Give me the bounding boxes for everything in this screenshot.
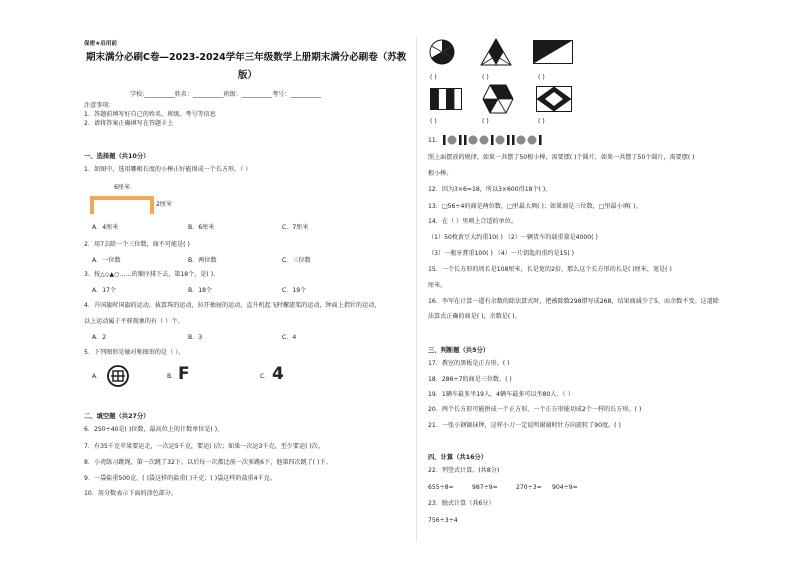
question-21: 21．一张小钢锯抹钟，这样小刀一定说明谢谢时针方向旋转了90度。( ) xyxy=(428,422,621,429)
section-calc-heading: 四、计算（共16分） xyxy=(428,454,488,461)
q5-option-c: C． xyxy=(260,373,271,380)
q4-option-c: C．4 xyxy=(282,334,297,341)
student-info-line: 学校:__________姓名：__________班级：__________考号：__________ xyxy=(130,91,321,98)
secret-label: 保密★启用前 xyxy=(84,41,117,47)
bar-fraction-figure xyxy=(430,88,462,110)
question-6: 6．250÷40是( )位数，最高位上的计数单位是( )。 xyxy=(84,426,224,433)
calc-item-3: 270÷3= xyxy=(516,484,542,491)
section-judge-heading: 三、判断题（共5分） xyxy=(428,347,490,354)
q1-option-c: C．7厘米 xyxy=(282,224,309,231)
q1-figure-right-label: 2厘米 xyxy=(156,201,173,208)
stick-disc-pattern xyxy=(442,134,554,146)
calc-item-4: 904÷9= xyxy=(552,484,578,491)
question-11-line-2: 根小棒。 xyxy=(428,170,453,177)
q4-option-b: B．3 xyxy=(188,334,203,341)
q3-option-a: A．17个 xyxy=(92,287,117,294)
rectangle-fraction-figure xyxy=(533,40,573,64)
q2-option-b: B．两位数 xyxy=(188,257,217,264)
note-item-1: 1．答题前填写好自己的姓名、班级、考号等信息 xyxy=(84,111,216,118)
question-11-line-1: 照上面摆放的规律，如果一共摆了50根小棒，需要摆( )个圆片，如果一共摆了50个圆片，需要摆( ) xyxy=(428,154,695,161)
q3-option-c: C．19个 xyxy=(282,287,307,294)
q1-stick-right xyxy=(150,196,154,214)
section-fill-heading: 二、填空题（共27分） xyxy=(84,413,150,420)
q2-option-a: A．一位数 xyxy=(92,257,121,264)
question-13: 13．□56÷4的商是两位数，□里最大填( )；如果商是三位数，□里最小填( )。 xyxy=(428,203,642,210)
question-17: 17．教室的黑板是正方形。( ) xyxy=(428,360,510,367)
page-title-cont: 版） xyxy=(238,70,258,81)
question-16-line-1: 16．李军在计算一道有余数的除法算式时，把被除数298错写成268，结果商减少了5，而余数不变。这道除 xyxy=(428,298,719,305)
question-11: 11． xyxy=(428,137,442,144)
coin-symbol-icon xyxy=(106,364,130,388)
question-5: 5．下列图形是轴对称图形的是（ ）。 xyxy=(84,349,185,356)
question-18: 18．286÷7的商是三位数。( ) xyxy=(428,376,512,383)
fraction-mark-4: ( ) xyxy=(430,118,437,125)
question-2: 2．用7去除一个三位数，商不可能是( ) xyxy=(84,241,190,248)
page-title: 期末满分必刷C卷—2023-2024学年三年级数学上册期末满分必刷卷（苏教 xyxy=(86,52,407,63)
calc-item-2: 987÷9= xyxy=(472,484,498,491)
question-14: 14．在（ ）里填上合适的单位。 xyxy=(428,218,517,225)
q5-glyph-4: 4 xyxy=(272,364,284,384)
q4-option-a: A．2 xyxy=(92,334,107,341)
fraction-mark-5: ( ) xyxy=(482,118,489,125)
question-10: 10．用分数表示下面的涂色部分。 xyxy=(84,490,178,497)
q1-stick-left xyxy=(90,196,94,214)
question-20: 20．两个长方形可能拼成一个正方形，一个正方形能切成2个一样的长方形。( ) xyxy=(428,406,642,413)
calc-item-1: 655÷8= xyxy=(428,484,454,491)
fraction-mark-1: ( ) xyxy=(430,74,437,81)
question-4-line-1: 4．升国旗时国旗的运动，拔算珠的运动，拉开抽屉的运动，直升机起飞时螺旋桨的运动，钟面上指针的运动， xyxy=(84,302,381,309)
note-item-2: 2．请将答案正确填写在答题卡上 xyxy=(84,120,174,127)
section-choice-heading: 一、选择题（共10分） xyxy=(84,153,150,160)
question-4-line-2: 以上运动属于平移现象的有（ ）个。 xyxy=(84,318,184,325)
question-12: 12．因为3×6=18，所以3×600得18个( )。 xyxy=(428,186,552,193)
fraction-mark-3: ( ) xyxy=(538,74,545,81)
q5-option-b: B． xyxy=(167,373,178,380)
question-16-line-2: 法算式正确的商是( )，余数是( )。 xyxy=(428,313,521,320)
question-7: 7．有35千克苹果要运走，一次运5千克，要运( )次；如果一次运3千克，至少要运( )次。 xyxy=(84,443,324,450)
q2-option-c: C．三位数 xyxy=(282,257,311,264)
q5-option-a: A． xyxy=(92,373,103,380)
question-8: 8．小虎练习跳绳，第一次跳了32下，以后每一次都比前一次多跳6下，他第四次跳了( )下。 xyxy=(84,459,332,466)
question-15-line-1: 15．一个长方形的周长是108厘米，长是宽的2倍，那么这个长方形的长是( )厘米，宽是( ) xyxy=(428,266,672,273)
question-14-part-b: （3）一瓶牙膏重100( ) （4）一片钥匙的重约是15( ) xyxy=(428,250,575,257)
question-9: 9．一袋盐重500克，( )袋这样的盐重( )千克；( )袋这样的盐重4千克。 xyxy=(84,475,276,482)
hexagon-fraction-figure xyxy=(482,84,514,114)
question-19: 19．1辆车最多坐19人，4辆车最多可以坐80人．（ ） xyxy=(428,391,574,398)
q1-option-b: B．6厘米 xyxy=(188,224,215,231)
triangle-fraction-figure xyxy=(480,38,512,66)
column-divider xyxy=(416,36,417,542)
question-3: 3．按△◇▲○……的顺序排下去，第18个，是( )。 xyxy=(84,271,220,278)
q3-option-b: B．18个 xyxy=(188,287,213,294)
q1-stick-top xyxy=(90,196,154,200)
q1-figure-top-label: 6厘米 xyxy=(114,184,131,191)
fraction-mark-6: ( ) xyxy=(538,118,545,125)
fraction-mark-2: ( ) xyxy=(482,74,489,81)
circle-fraction-figure xyxy=(428,38,456,66)
question-14-part-a: （1）50枚黄豆大约重10( ) （2）一辆货车的载重量是4000( ) xyxy=(428,234,598,241)
diamond-fraction-figure xyxy=(536,86,572,112)
question-1: 1．如图中，选用哪根长度的小棒正好能围成一个长方形。（ ） xyxy=(84,166,252,173)
question-23: 23．脱式计算（共6分） xyxy=(428,500,495,507)
calc-item-5: 756÷3÷4 xyxy=(428,517,458,524)
question-22: 22．列竖式计算。(共8分) xyxy=(428,467,500,474)
question-15-line-2: 厘米。 xyxy=(428,282,447,289)
q5-glyph-f: F xyxy=(178,364,190,384)
notes-heading: 注意事项： xyxy=(84,102,115,109)
q1-option-a: A．4厘米 xyxy=(92,224,119,231)
